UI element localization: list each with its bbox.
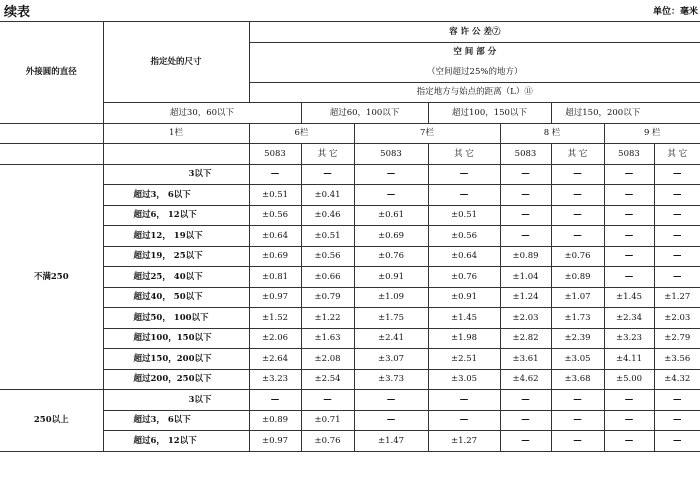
tolerance-value: ±0.46	[301, 205, 354, 226]
dimension-range: 超过100，150以下	[103, 328, 249, 349]
tolerance-value: ±2.51	[428, 349, 500, 370]
tolerance-value: —	[604, 431, 654, 452]
tolerance-value: —	[551, 205, 604, 226]
header-space-part: 空 间 部 分	[249, 42, 700, 62]
dimension-range: 超过3， 6以下	[103, 410, 249, 431]
table-row	[0, 287, 700, 308]
tolerance-value: ±3.05	[551, 349, 604, 370]
tolerance-value: —	[654, 205, 700, 226]
table-row	[0, 349, 700, 370]
tolerance-value: ±0.56	[428, 226, 500, 247]
tolerance-value: ±0.56	[301, 246, 354, 267]
tolerance-value: —	[354, 164, 428, 185]
tolerance-value: —	[654, 431, 700, 452]
tolerance-value: —	[551, 431, 604, 452]
distance-group-2: 超过60，100以下	[301, 103, 428, 124]
tolerance-value: —	[604, 410, 654, 431]
tolerance-value: ±2.34	[604, 308, 654, 329]
tolerance-value: —	[604, 390, 654, 411]
tolerance-value: —	[654, 267, 700, 288]
tolerance-value: —	[604, 267, 654, 288]
tolerance-value: —	[500, 205, 551, 226]
tolerance-value: ±0.76	[301, 431, 354, 452]
tolerance-value: ±0.71	[301, 410, 354, 431]
tolerance-value: —	[551, 164, 604, 185]
tolerance-value: ±0.91	[354, 267, 428, 288]
tolerance-value: ±0.56	[249, 205, 301, 226]
diameter-group-label: 250以上	[0, 390, 103, 452]
tolerance-value: ±4.32	[654, 369, 700, 390]
col-number-8: 8 栏	[500, 123, 604, 144]
tolerance-value: ±1.98	[428, 328, 500, 349]
page-header	[0, 0, 700, 22]
tolerance-value: ±1.75	[354, 308, 428, 329]
tolerance-value: ±1.27	[654, 287, 700, 308]
tolerance-value: ±2.03	[654, 308, 700, 329]
blank-cell	[0, 144, 103, 165]
tolerance-value: ±0.64	[428, 246, 500, 267]
tolerance-value: —	[301, 164, 354, 185]
tolerance-value: ±0.97	[249, 431, 301, 452]
tolerance-value: —	[604, 205, 654, 226]
col-number-9: 9 栏	[604, 123, 700, 144]
tolerance-value: ±0.69	[249, 246, 301, 267]
dimension-range: 超过6， 12以下	[103, 431, 249, 452]
tolerance-value: ±2.64	[249, 349, 301, 370]
tolerance-value: ±2.79	[654, 328, 700, 349]
tolerance-value: ±3.61	[500, 349, 551, 370]
tolerance-value: ±0.89	[249, 410, 301, 431]
tolerance-value: ±0.79	[301, 287, 354, 308]
tolerance-value: —	[604, 185, 654, 206]
tolerance-value: —	[354, 185, 428, 206]
sub-column-header: 5083	[354, 144, 428, 165]
tolerance-value: ±1.27	[428, 431, 500, 452]
blank-cell	[103, 144, 249, 165]
header-distance: 指定地方与始点的距离（L）⑪	[249, 82, 700, 103]
tolerance-value: ±0.89	[500, 246, 551, 267]
tolerance-value: —	[604, 226, 654, 247]
dimension-range: 超过19， 25以下	[103, 246, 249, 267]
table-row	[0, 246, 700, 267]
dimension-range: 超过12， 19以下	[103, 226, 249, 247]
tolerance-value: ±1.07	[551, 287, 604, 308]
sub-column-header: 其 它	[654, 144, 700, 165]
tolerance-value: ±0.51	[249, 185, 301, 206]
tolerance-value: —	[551, 226, 604, 247]
tolerance-value: ±1.45	[604, 287, 654, 308]
sub-column-header: 5083	[500, 144, 551, 165]
tolerance-value: ±0.76	[354, 246, 428, 267]
tolerance-value: ±2.41	[354, 328, 428, 349]
dimension-range: 超过50， 100以下	[103, 308, 249, 329]
tolerance-value: ±3.05	[428, 369, 500, 390]
tolerance-value: ±3.56	[654, 349, 700, 370]
tolerance-value: ±1.73	[551, 308, 604, 329]
table-row	[0, 328, 700, 349]
table-row	[0, 308, 700, 329]
tolerance-value: ±2.82	[500, 328, 551, 349]
table-row	[0, 164, 700, 185]
tolerance-value: ±2.03	[500, 308, 551, 329]
tolerance-value: ±0.61	[354, 205, 428, 226]
tolerance-value: —	[654, 410, 700, 431]
distance-group-3: 超过100，150以下	[428, 103, 551, 124]
tolerance-value: ±0.97	[249, 287, 301, 308]
tolerance-value: ±2.08	[301, 349, 354, 370]
tolerance-value: —	[500, 431, 551, 452]
tolerance-value: ±0.64	[249, 226, 301, 247]
dimension-range: 3以下	[103, 164, 249, 185]
tolerance-value: —	[551, 390, 604, 411]
tolerance-value: ±3.07	[354, 349, 428, 370]
tolerance-value: —	[654, 164, 700, 185]
header-outer-diameter: 外接圆的直径	[0, 22, 103, 124]
sub-column-header: 5083	[604, 144, 654, 165]
tolerance-value: ±2.39	[551, 328, 604, 349]
diameter-group-label: 不满250	[0, 164, 103, 390]
tolerance-table	[0, 21, 700, 452]
sub-column-header: 其 它	[301, 144, 354, 165]
tolerance-value: ±3.23	[249, 369, 301, 390]
distance-group-1: 超过30，60以下	[103, 103, 301, 124]
header-space-note: （空间超过25%的地方）	[249, 62, 700, 82]
sub-column-header: 其 它	[428, 144, 500, 165]
tolerance-value: —	[249, 390, 301, 411]
tolerance-value: ±0.51	[428, 205, 500, 226]
dimension-range: 超过6， 12以下	[103, 205, 249, 226]
tolerance-value: ±4.11	[604, 349, 654, 370]
blank-cell	[0, 123, 103, 144]
tolerance-value: —	[604, 246, 654, 267]
tolerance-value: ±0.81	[249, 267, 301, 288]
tolerance-value: —	[301, 390, 354, 411]
tolerance-value: —	[654, 185, 700, 206]
tolerance-value: ±1.63	[301, 328, 354, 349]
unit-label: 单位：毫米	[652, 7, 698, 17]
tolerance-value: ±3.23	[604, 328, 654, 349]
tolerance-value: —	[654, 246, 700, 267]
distance-group-4: 超过150，200以下	[551, 103, 654, 124]
tolerance-value: —	[354, 410, 428, 431]
tolerance-value: ±0.76	[551, 246, 604, 267]
dimension-range: 超过25， 40以下	[103, 267, 249, 288]
tolerance-value: —	[354, 390, 428, 411]
table-row	[0, 390, 700, 411]
tolerance-value: —	[428, 164, 500, 185]
tolerance-value: ±1.22	[301, 308, 354, 329]
col-number-6: 6栏	[249, 123, 354, 144]
tolerance-value: ±0.66	[301, 267, 354, 288]
tolerance-value: ±0.89	[551, 267, 604, 288]
table-row	[0, 431, 700, 452]
header-dimension: 指定处的尺寸	[103, 22, 249, 103]
tolerance-value: —	[604, 164, 654, 185]
table-row	[0, 185, 700, 206]
dimension-range: 超过200，250以下	[103, 369, 249, 390]
tolerance-value: ±1.24	[500, 287, 551, 308]
header-tolerance: 容 许 公 差⑦	[249, 22, 700, 43]
table-row	[0, 410, 700, 431]
table-row	[0, 226, 700, 247]
tolerance-value: —	[500, 410, 551, 431]
tolerance-value: ±3.68	[551, 369, 604, 390]
table-row	[0, 205, 700, 226]
sub-column-header: 其 它	[551, 144, 604, 165]
tolerance-value: ±2.06	[249, 328, 301, 349]
tolerance-value: —	[500, 164, 551, 185]
dimension-range: 超过40， 50以下	[103, 287, 249, 308]
tolerance-value: —	[500, 390, 551, 411]
tolerance-value: ±1.52	[249, 308, 301, 329]
tolerance-value: —	[249, 164, 301, 185]
tolerance-value: —	[500, 226, 551, 247]
sub-column-header: 5083	[249, 144, 301, 165]
tolerance-value: ±1.04	[500, 267, 551, 288]
tolerance-value: ±0.41	[301, 185, 354, 206]
tolerance-value: —	[654, 226, 700, 247]
tolerance-value: ±4.62	[500, 369, 551, 390]
col-number-1: 1栏	[103, 123, 249, 144]
tolerance-value: ±0.51	[301, 226, 354, 247]
tolerance-value: ±1.45	[428, 308, 500, 329]
tolerance-value: —	[500, 185, 551, 206]
tolerance-value: ±5.00	[604, 369, 654, 390]
dimension-range: 超过3， 6以下	[103, 185, 249, 206]
tolerance-value: ±2.54	[301, 369, 354, 390]
tolerance-value: —	[428, 185, 500, 206]
tolerance-value: —	[551, 410, 604, 431]
tolerance-value: —	[428, 390, 500, 411]
dimension-range: 超过150，200以下	[103, 349, 249, 370]
dimension-range: 3以下	[103, 390, 249, 411]
tolerance-value: —	[654, 390, 700, 411]
tolerance-value: ±1.47	[354, 431, 428, 452]
tolerance-value: ±0.76	[428, 267, 500, 288]
tolerance-value: ±1.09	[354, 287, 428, 308]
tolerance-value: —	[428, 410, 500, 431]
table-row	[0, 267, 700, 288]
tolerance-value: ±0.69	[354, 226, 428, 247]
table-row	[0, 369, 700, 390]
col-number-7: 7栏	[354, 123, 500, 144]
page-title: 续表	[4, 5, 31, 20]
tolerance-value: ±0.91	[428, 287, 500, 308]
tolerance-value: —	[551, 185, 604, 206]
tolerance-value: ±3.73	[354, 369, 428, 390]
